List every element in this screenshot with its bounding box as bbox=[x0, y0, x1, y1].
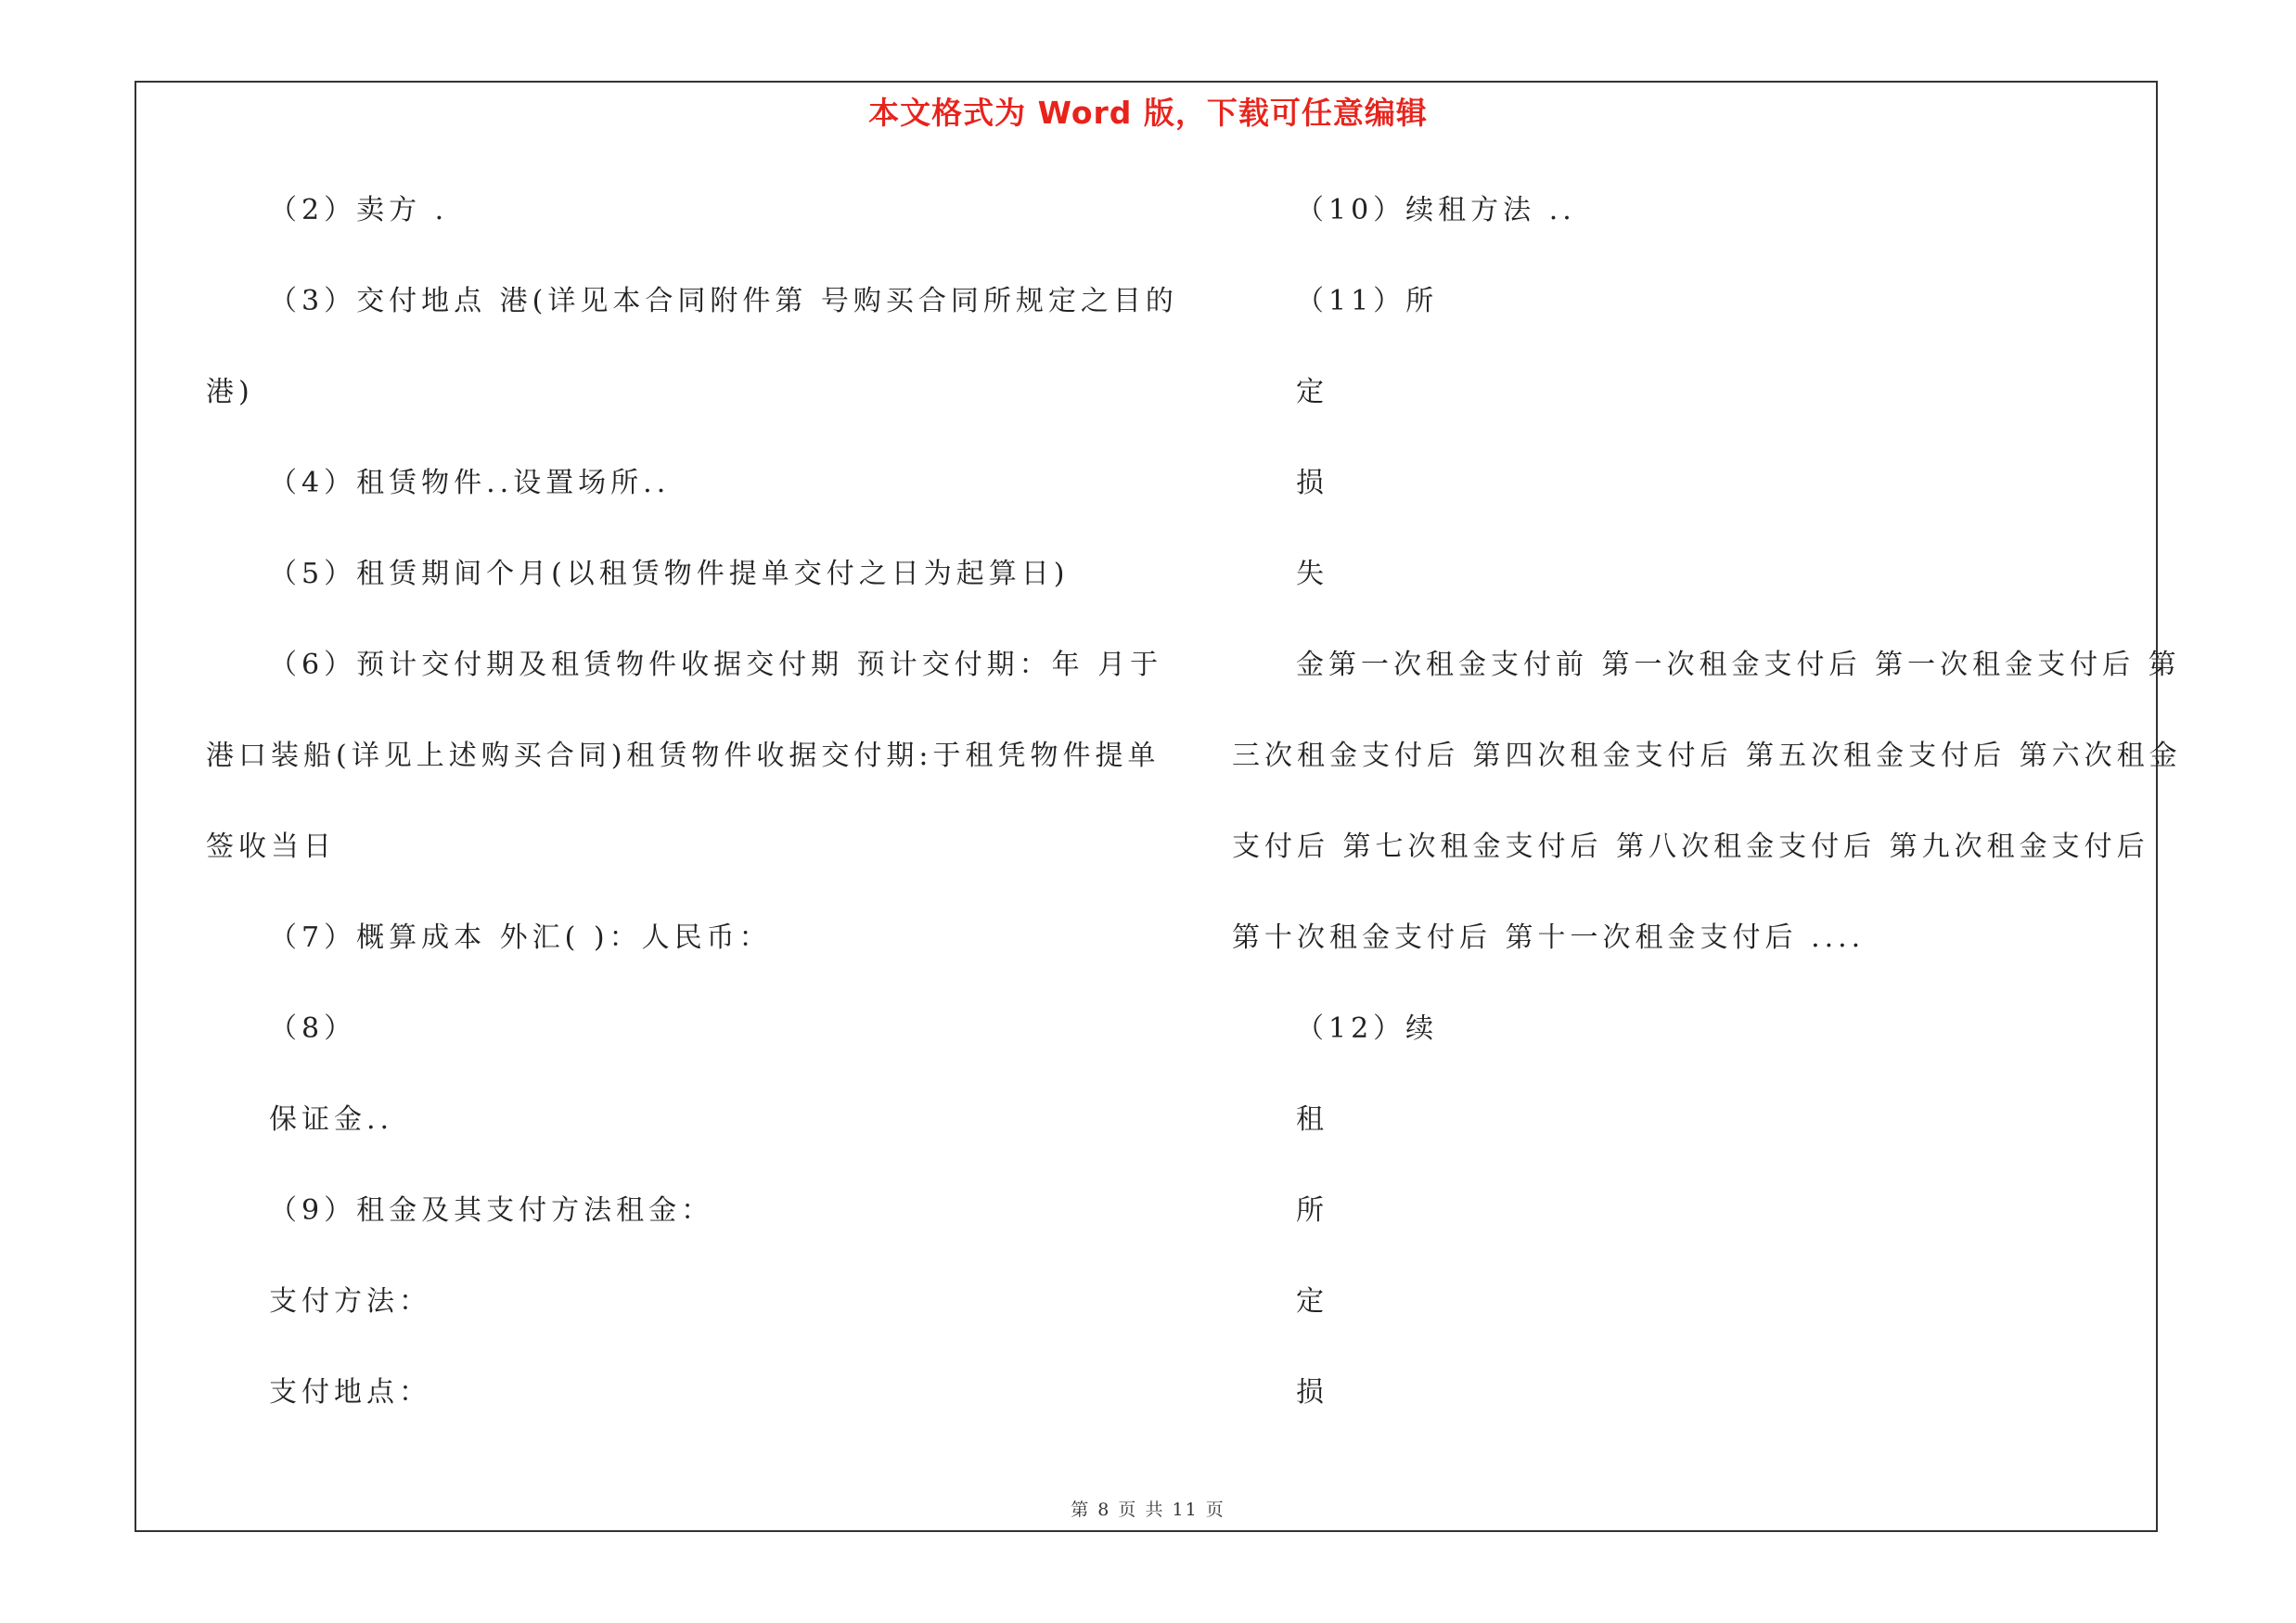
left-line-10: （8） bbox=[269, 1012, 357, 1045]
right-line-12: 所 bbox=[1296, 1194, 1328, 1227]
watermark-header: 本文格式为 Word 版，下载可任意编辑 bbox=[868, 95, 1428, 131]
left-line-12: （9）租金及其支付方法租金： bbox=[269, 1194, 714, 1227]
right-line-1: （10）续租方法 .. bbox=[1296, 194, 1576, 226]
left-line-9: （7）概算成本 外汇( )：人民币： bbox=[269, 921, 772, 954]
left-line-13: 支付方法： bbox=[269, 1285, 431, 1318]
left-line-8: 签收当日 bbox=[206, 831, 336, 863]
left-line-6: （6）预计交付期及租赁物件收据交付期 预计交付期：年 月于 bbox=[269, 649, 1163, 681]
right-line-5: 失 bbox=[1296, 558, 1328, 590]
page-number-footer: 第 8 页 共 11 页 bbox=[1071, 1500, 1225, 1520]
left-line-11: 保证金.. bbox=[269, 1103, 394, 1136]
left-line-3: 港) bbox=[206, 376, 254, 408]
left-line-7: 港口装船(详见上述购买合同)租赁物件收据交付期:于租凭物件提单 bbox=[206, 740, 1161, 772]
right-line-10: （12）续 bbox=[1296, 1012, 1439, 1045]
right-line-3: 定 bbox=[1296, 376, 1328, 408]
right-line-2: （11）所 bbox=[1296, 285, 1439, 317]
left-line-2: （3）交付地点 港(详见本合同附件第 号购买合同所规定之目的 bbox=[269, 285, 1178, 317]
right-line-6: 金第一次租金支付前 第一次租金支付后 第一次租金支付后 第 bbox=[1296, 649, 2181, 681]
left-line-1: （2）卖方 . bbox=[269, 194, 449, 226]
right-line-4: 损 bbox=[1296, 467, 1328, 499]
right-line-7: 三次租金支付后 第四次租金支付后 第五次租金支付后 第六次租金 bbox=[1232, 740, 2182, 772]
left-line-4: （4）租赁物件..设置场所.. bbox=[269, 467, 671, 499]
right-line-11: 租 bbox=[1296, 1103, 1328, 1136]
right-line-14: 损 bbox=[1296, 1376, 1328, 1409]
right-line-9: 第十次租金支付后 第十一次租金支付后 .... bbox=[1232, 921, 1866, 954]
left-line-14: 支付地点： bbox=[269, 1376, 431, 1409]
right-line-8: 支付后 第七次租金支付后 第八次租金支付后 第九次租金支付后 bbox=[1232, 831, 2149, 863]
left-line-5: （5）租赁期间个月(以租赁物件提单交付之日为起算日) bbox=[269, 558, 1070, 590]
right-line-13: 定 bbox=[1296, 1285, 1328, 1318]
